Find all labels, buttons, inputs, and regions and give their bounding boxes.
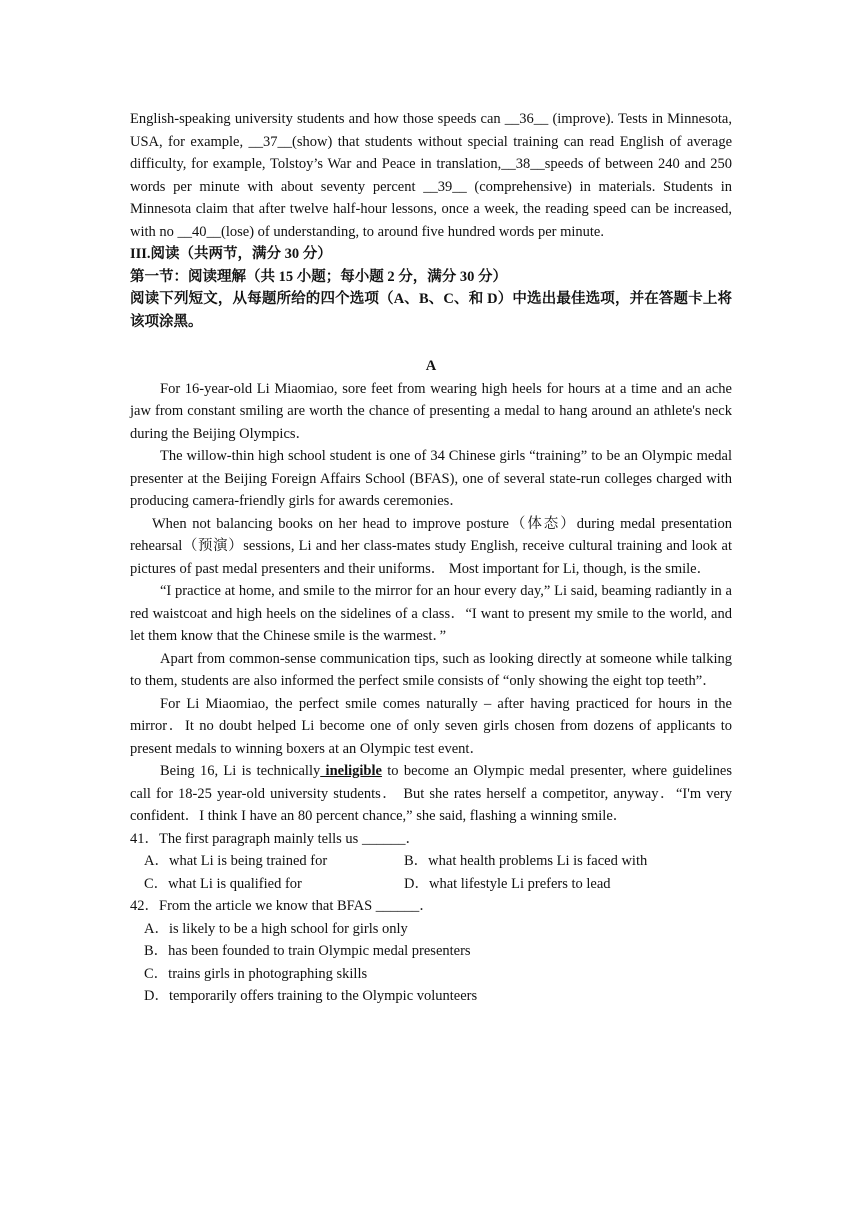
option-d: D．temporarily offers training to the Olympic volunteers [144, 988, 478, 1004]
passage-paragraph-2: The willow-thin high school student is one of 34 Chinese girls “training” to be an Olympic medal presenter at the Beijing Foreign Affairs School (BFAS), one of several state-run colleges charged with producing camera-friendly girls for awards ceremonies． [130, 448, 732, 509]
option-b: B．what health problems Li is faced with [404, 853, 648, 869]
section-instruction: 阅读下列短文，从每题所给的四个选项（A、B、C、和 D）中选出最佳选项，并在答题卡上将该项涂黑。 [130, 291, 732, 330]
passage-paragraph-1: For 16-year-old Li Miaomiao, sore feet from wearing high heels for hours at a time and an ache jaw from constant smiling are worth the chance of presenting a medal to hang around an athlete's neck during the Beijing Olympics． [130, 380, 732, 442]
question-41-stem: 41．The first paragraph mainly tells us ______． [130, 830, 420, 847]
document-content [130, 108, 732, 1008]
options-row [144, 850, 732, 873]
paragraph-7-text-before: Being 16, Li is technically [160, 763, 321, 779]
section-subheading: 第一节：阅读理解（共 15 小题；每小题 2 分，满分 30 分） [130, 268, 507, 285]
passage-paragraph-6: For Li Miaomiao, the perfect smile comes naturally – after having practiced for hours in the mirror．It no doubt helped Li become one of only seven girls chosen from dozens of applicants to present medals to winning boxers at an Olympic test event． [130, 695, 732, 757]
option-c: C．trains girls in photographing skills [144, 965, 368, 982]
option-a: A．is likely to be a high school for girls only [144, 920, 408, 937]
option-c: C．what Li is qualified for [144, 875, 302, 892]
passage-title: A [425, 358, 437, 374]
question-42-options [130, 918, 732, 1008]
option-a: A．what Li is being trained for [144, 853, 328, 869]
passage-paragraph-3: When not balancing books on her head to improve posture（体态）during medal presentation rehearsal（预演）sessions, Li and her class-mates study English, receive cultural training and look at pictures of past medal presenters and their uniforms． Most important for Li, though, is the smile． [130, 515, 732, 577]
question-42-stem: 42．From the article we know that BFAS ______． [130, 898, 434, 914]
option-b: B．has been founded to train Olympic medal presenters [144, 943, 471, 959]
question-41-options [130, 850, 732, 895]
paragraph-7-text-after: to become an Olympic medal presenter, where guidelines call for 18-25 year-old university students． But she rates herself a competitor, anyway．“I'm very confident．I think I have an 80 percent chance,” she said, flashing a winning smile． [130, 763, 732, 824]
option-d: D．what lifestyle Li prefers to lead [404, 875, 611, 892]
underlined-word: ineligible [320, 763, 382, 779]
passage-paragraph-7 [130, 760, 732, 828]
section-heading: III.阅读（共两节，满分 30 分） [130, 246, 332, 262]
passage-paragraph-4: “I practice at home, and smile to the mirror for an hour every day,” Li said, beaming radiantly in a red waistcoat and high heels on the sidelines of a class．“I want to present my smile to the world, and let them know that the Chinese smile is the warmest．” [130, 583, 732, 644]
spacer [130, 333, 732, 355]
intro-paragraph: English-speaking university students and how those speeds can __36__ (improve). Tests in Minnesota, USA, for example, __37__(show) that students without special training can read English of average difficulty, for example, Tolstoy’s War and Peace in translation,__38__speeds of between 240 and 250 words per minute with about seventy percent __39__ (comprehensive) in materials. Students in Minnesota claim that after twelve half-hour lessons, once a week, the reading speed can be increased, with no __40__(lose) of understanding, to around five hundred words per minute. [130, 111, 732, 240]
options-row [144, 873, 732, 896]
passage-paragraph-5: Apart from common-sense communication tips, such as looking directly at someone while talking to them, students are also informed the perfect smile consists of “only showing the eight top teeth”． [130, 650, 732, 689]
